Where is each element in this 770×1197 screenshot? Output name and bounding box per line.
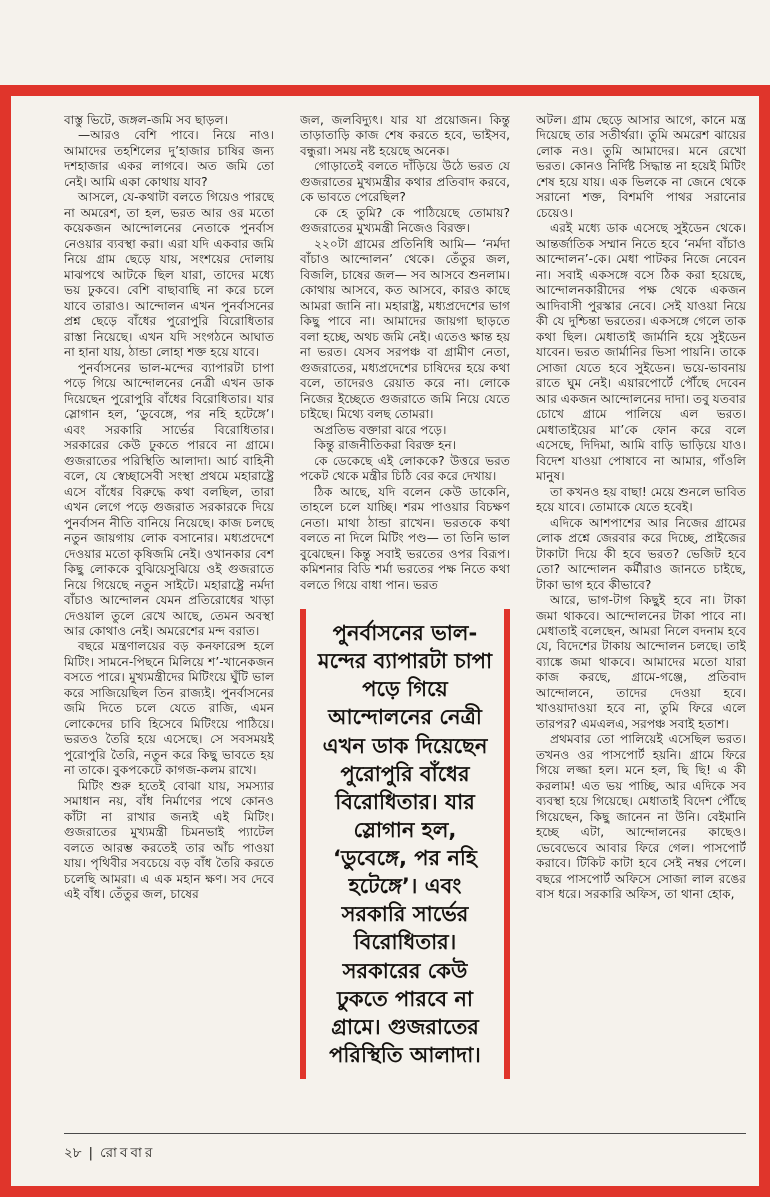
article-body (64, 113, 746, 1127)
pull-quote (300, 609, 510, 1079)
frame-right-bar (759, 85, 770, 1197)
paragraph: পুনর্বাসনের ভাল-মন্দের ব্যাপারটা চাপা পড়ে গিয়ে আন্দোলনের নেত্রী এখন ডাক দিয়েছেন পুরোপুরি বাঁধের বিরোধিতার। যার স্লোগান হল, ‘ডুবেঙ্গে, পর নহি হটেঙ্গে’। এবং সরকারি সার্ভের বিরোধিতার। সরকারের কেউ ঢুকতে পারবে না গ্রামে। গুজরাতের পরিস্থিতি আলাদা। আর্চ বাহিনী বলে, যে স্বেচ্ছাসেবী সংস্থা প্রথমে মহারাষ্ট্রে এসে বাঁধের বিরুদ্ধে কথা বলছিল, তারা এখন লেগে পড়ে গুজরাত সরকারকে দিয়ে পুনর্বাসন নীতি বানিয়ে নিয়েছে। কাজ চলছে নতুন জায়গায় লোক বসানোর। মধ্যপ্রদেশে দেওয়ার মতো কৃষিজমি নেই। ওখানকার বেশ কিছু লোককে বুঝিয়েসুঝিয়ে ওই গুজরাতে নিয়ে গিয়েছে নতুন সাইটে। মহারাষ্ট্রে নর্মদা বাঁচাও আন্দোলন যেমন প্রতিরোধের খাড়া দেওয়াল তুলে রেখে আছে, তেমন অবস্থা আর কোথাও নেই। অমরেশের মন্দ বরাত। (64, 360, 274, 638)
frame-top-bar (0, 85, 770, 96)
pull-quote-right-rule (504, 609, 510, 1079)
page-footer (64, 1142, 155, 1165)
column-middle (300, 113, 510, 1127)
paragraph: কিন্তু রাজনীতিকরা বিরক্ত হন। (314, 438, 457, 453)
paragraph: আরে, ভাগ-টাগ কিছুই হবে না। টাকা জমা থাকবে। আন্দোলনের টাকা পাবে না। মেধাতাই বলেছেন, আমরা নিলে বদনাম হবে যে, বিদেশের টাকায় আন্দোলন চলছে। তাই ব্যাঙ্কে জমা থাকবে। আমাদের মতো যারা কাজ করছে, গ্রামে-গঞ্জে, প্রতিবাদ আন্দোলনে, তাদের দেওয়া হবে। খাওয়াদাওয়া হবে না, তুমি ফিরে এলে তারপর? এমএলএ, সরপঞ্চ সবাই হতাশ। (536, 593, 746, 731)
paragraph: বাস্তু ভিটে, জঙ্গল-জমি সব ছাড়ল। (64, 113, 229, 127)
paragraph: ঠিক আছে, যদি বলেন কেউ ডাকেনি, তাহলে চলে যাচ্ছি। শরম পাওয়ার বিচক্ষণ নেতা। মাথা ঠান্ডা রাখেন। ভরতকে কথা বলতে না দিলে মিটিং পণ্ড— তা তিনি ভাল বুঝেছেন। কিন্তু সবাই ভরতের ওপর বিরূপ। কমিশনার বিডি শর্মা ভরতের পক্ষ নিতে কথা বলতে গিয়ে বাধা পান। ভরত (300, 484, 510, 592)
paragraph: কে হে তুমি? কে পাঠিয়েছে তোমায়? গুজরাতের মুখ্যমন্ত্রী নিজেও বিরক্ত। (300, 205, 510, 236)
paragraph: অটল। গ্রাম ছেড়ে আসার আগে, কানে মন্ত্র দিয়েছে তার সতীর্থরা। তুমি অমরেশ ঝায়ের লোক নও। তুমি আমাদের। মনে রেখো ভরত। কোনও নির্দিষ্ট সিদ্ধান্ত না হয়েই মিটিং শেষ হয়ে যায়। এক ভিলকে না জেনে থেকে সরানো শক্ত, বিশমণি পাথর সরানোর চেয়েও। (536, 113, 746, 220)
paragraph: জল, জলবিদ্যুৎ। যার যা প্রয়োজন। কিন্তু তাড়াতাড়ি কাজ শেষ করতে হবে, ভাইসব, বন্ধুরা। সময় নষ্ট হয়েছে অনেক। (300, 113, 510, 158)
footer-rule (64, 1133, 746, 1134)
column-middle-text (300, 113, 510, 593)
footer-separator: | (88, 1145, 94, 1161)
pull-quote-text: পুনর্বাসনের ভাল-মন্দের ব্যাপারটা চাপা পড়ে গিয়ে আন্দোলনের নেত্রী এখন ডাক দিয়েছেন পুরোপুরি বাঁধের বিরোধিতার। যার স্লোগান হল, ‘ডুবেঙ্গে, পর নহি হটেঙ্গে’। এবং সরকারি সার্ভের বিরোধিতার। সরকারের কেউ ঢুকতে পারবে না গ্রামে। গুজরাতের পরিস্থিতি আলাদা। (317, 621, 493, 1067)
paragraph: এদিকে আশপাশের আর নিজের গ্রামের লোক প্রশ্নে জেরবার করে দিচ্ছে, প্রাইজের টাকাটা দিয়ে কী হবে ভরত? ভেজিট হবে তো? আন্দোলন কর্মীরাও জানতে চাইছে, টাকা ভাগ হবে কীভাবে? (536, 515, 746, 592)
paragraph: কে ডেকেছে এই লোককে? উত্তরে ভরত পকেট থেকে মন্ত্রীর চিঠি বের করে দেখায়। (300, 453, 510, 484)
paragraph: ২২০টা গ্রামের প্রতিনিধি আমি— ‘নর্মদা বাঁচাও আন্দোলন’ থেকে। তেঁতুর জল, বিজলি, চাষের জল— সব আসবে শুনলাম। কোথায় আসবে, কত আসবে, কারও কাছে আমরা জানি না। মহারাষ্ট্র, মধ্যপ্রদেশের ভাগ কিছু পাবে না। আমাদের জায়গা ছাড়তে বলা হচ্ছে, অথচ জমি নেই। এতেও ক্ষান্ত হয় না ভরত। যেসব সরপঞ্চ বা গ্রামীণ নেতা, গুজরাতের, মধ্যপ্রদেশের চাষিদের হয়ে কথা বলে, তাদেরও রেয়াত করে না। লোকে নিজের ইচ্ছেতে গুজরাতে জমি নিয়ে যেতে চাইছে। মিথ্যে বলছ তোমরা। (300, 236, 510, 422)
page-number: ২৮ (64, 1145, 82, 1161)
paragraph: তা কখনও হয় বাছা! মেয়ে শুনলে ভাবিত হয়ে যাবে। তোমাকে যেতে হবেই। (536, 484, 746, 515)
frame-bottom-bar (0, 1186, 770, 1197)
column-right (536, 113, 746, 1127)
column-left (64, 113, 274, 1127)
magazine-name: রোববার (100, 1145, 156, 1161)
paragraph: গোড়াতেই বলতে দাঁড়িয়ে উঠে ভরত যে গুজরাতের মুখ্যমন্ত্রীর কথার প্রতিবাদ করবে, কে ভাবতে পেরেছিল? (300, 159, 510, 205)
paragraph: মিটিং শুরু হতেই বোঝা যায়, সমস্যার সমাধান নয়, বাঁধ নির্মাণের পথে কোনও কাঁটা না রাখার জন্যই এই মিটিং। গুজরাতের মুখ্যমন্ত্রী চিমনভাই প্যাটেল বলতে আরম্ভ করতেই তার আঁচ পাওয়া যায়। পৃথিবীর সবচেয়ে বড় বাঁধ তৈরি করতে চলেছি আমরা। এ এক মহান ক্ষণ। সব দেবে এই বাঁধ। তেঁতুর জল, চাষের (64, 778, 274, 902)
paragraph: আসলে, যে-কথাটা বলতে গিয়েও পারছে না অমরেশ, তা হল, ভরত আর ওর মতো কয়েকজন আন্দোলনের নেতাকে পুনর্বাস নেওয়ার ব্যবস্থা করা। এরা যদি একবার জমি নিয়ে গ্রাম ছেড়ে যায়, সংশয়ের দোলায় মাঝপথে আটকে ছিল যারা, তাদের মধ্যে ভয় ঢুকবে। বেশি বাছাবাছি না করে চলে যাবে তারাও। আন্দোলন এখন পুনর্বাসনের প্রশ্ন ছেড়ে বাঁধের পুরোপুরি বিরোধিতার রাস্তা নিয়েছে। এখন যদি সংগঠনে আঘাত না হানা যায়, ঠান্ডা লোহা শক্ত হয়ে যাবে। (64, 190, 274, 360)
paragraph: —আরও বেশি পাবে। নিয়ে নাও। আমাদের তহশিলের দু’হাজার চাষির জন্য দশহাজার একর লাগবে। অত জমি তো নেই। আমি একা কোথায় যাব? (64, 128, 274, 189)
paragraph: এরই মধ্যে ডাক এসেছে সুইডেন থেকে। আন্তর্জাতিক সম্মান নিতে হবে ‘নর্মদা বাঁচাও আন্দোলন’-কে। মেধা পাটকর নিজে নেবেন না। সবাই একসঙ্গে বসে ঠিক করা হয়েছে, আন্দোলনকারীদের পক্ষ থেকে একজন আদিবাসী পুরস্কার নেবে। সেই যাওয়া নিয়ে কী যে দুশ্চিন্তা ভরতের। একসঙ্গে গেলে তাক কথা ছিল। মেধাতাই জার্মানি হয়ে সুইডেন যাবেন। ভরত জার্মানির ভিসা পায়নি। তাকে সোজা যেতে হবে সুইডেন। ভয়ে-ভাবনায় রাতে ঘুম নেই। এয়ারপোর্টে পৌঁছে দেবেন আর একজন আন্দোলনের দাদা। তবু যতবার চোখে গ্রামে পালিয়ে এল ভরত। মেধাতাইয়ের মা’কে ফোন করে বলে এসেছে, দিদিমা, আমি বাড়ি ভাড়িয়ে যাও। বিদেশ যাওয়া পোষাবে না আমার, গাঁওলি মানুষ। (536, 221, 746, 484)
frame-left-bar (0, 85, 11, 1197)
paragraph: প্রথমবার তো পালিয়েই এসেছিল ভরত। তখনও ওর পাসপোর্ট হয়নি। গ্রামে ফিরে গিয়ে লজ্জা হল। মনে হল, ছি ছি! এ কী করলাম! এত ভয় পাচ্ছি, আর এদিকে সব ব্যবস্থা হয়ে গিয়েছে। মেধাতাই বিদেশ পৌঁছে গিয়েছেন, কিছু জানেন না উনি। বেইমানি হচ্ছে এটা, আন্দোলনের কাছেও। ভেবেভেবে আবার ফিরে গেল। পাসপোর্ট করাবে। টিকিট কাটা হবে সেই নম্বর পেলে। বছরে পাসপোর্ট অফিসে সোজা লাল রঙের বাস ধরে। সরকারি অফিস, তা থানা হোক, (536, 732, 746, 902)
paragraph: বছরে মন্ত্রণালয়ের বড় কনফারেন্স হলে মিটিং। সামনে-পিছনে মিলিয়ে শ’-খানেকজন বসতে পারে। মুখ্যমন্ত্রীদের মিটিংয়ে ঘুঁটি ভাল করে সাজিয়েছিল তিন রাজ্যই। পুনর্বাসনের জমি দিতে চলে যেতে রাজি, এমন লোকেদের চাবি হিসেবে মিটিংয়ে পাঠিয়ে। ভরতও তৈরি হয়ে এসেছে। সে সবসময়ই পুরোপুরি তৈরি, নতুন করে কিছু ভাবতে হয় না তাকে। বুকপকেটে কাগজ-কলম রাখে। (64, 639, 274, 778)
paragraph: অপ্রতিভ বক্তারা ঝরে পড়ে। (314, 422, 447, 437)
